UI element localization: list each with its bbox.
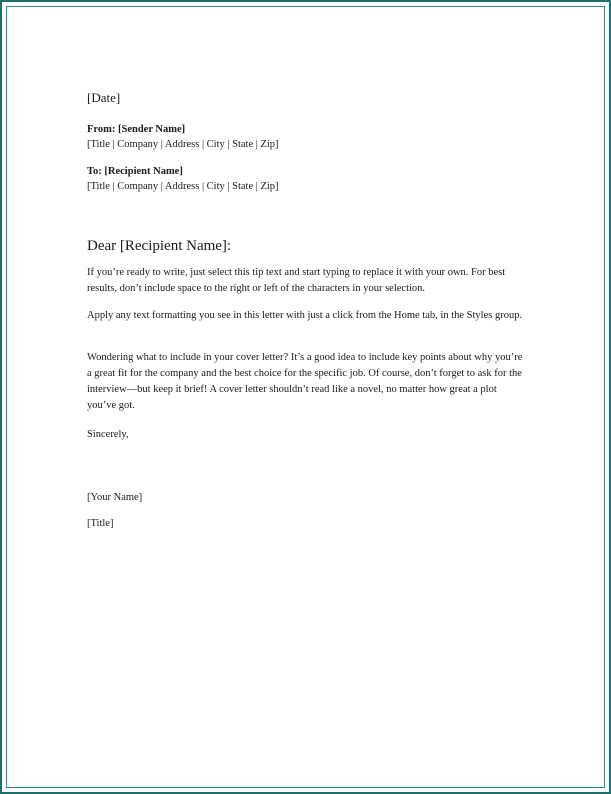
signature-name[interactable]: [Your Name] [87,492,143,503]
body-paragraph-2[interactable]: Apply any text formatting you see in this letter with just a click from the Home tab, in the Styles group. [87,310,523,321]
signature-title[interactable]: [Title] [87,518,114,529]
closing[interactable]: Sincerely, [87,429,129,440]
recipient-block [87,164,279,194]
salutation[interactable]: Dear [Recipient Name]: [87,238,232,254]
date-field[interactable]: [Date] [87,90,121,105]
sender-name[interactable]: From: [Sender Name] [87,124,186,135]
sender-block [87,122,279,152]
body-paragraph-3[interactable]: Wondering what to include in your cover letter? It’s a good idea to include key points about why you’re a great fit for the company and the best choice for the specific job. Of course, don’t forget to ask for the interview—but keep it brief! A cover letter shouldn’t read like a novel, no matter how great a plot you’ve got. [87,352,523,411]
recipient-name[interactable]: To: [Recipient Name] [87,166,183,177]
body-paragraph-1[interactable]: If you’re ready to write, just select this tip text and start typing to replace it with your own. For best results, don’t include space to the right or left of the characters in your selection. [87,267,506,294]
recipient-details[interactable]: [Title | Company | Address | City | State | Zip] [87,181,279,192]
sender-details[interactable]: [Title | Company | Address | City | State | Zip] [87,139,279,150]
